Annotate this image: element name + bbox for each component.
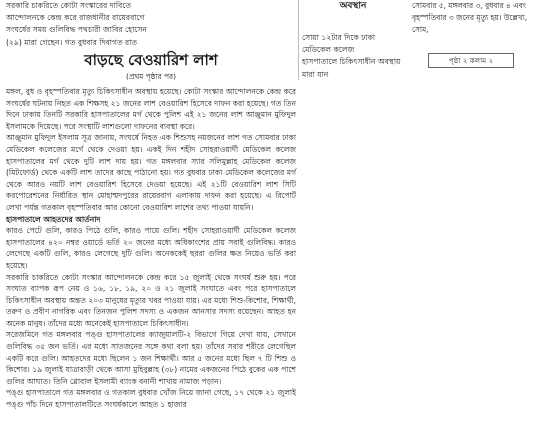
text-line: সংঘর্ষের সময় গুলিবিদ্ধ পথচারী জাবির হোসেন bbox=[6, 25, 147, 35]
paragraph: আঞ্জুমান মুফিদুল ইসলাম সূত্র জানায়, সংঘর্ষে নিহত এক শিশুসহ নয়জনের লাশ গত সোমবার ঢাকা মেডিকেল কলেজের মর্গে থেকে দেওয়া হয়। একই দিন শহীদ সোহরাওয়ার্দী মেডিকেল কলেজ হাসপাতালের মর্গ থেকে দুটি লাশ দায় হয়। গত মঙ্গলবার স্যার সলিমুল্লাহ মেডিকেল কলেজ (মিটফোর্ড) থেকে একটি লাশ তাদের কাছে পাঠানো হয়। গত বুধবার ঢাকা মেডিকেল কলেজের মর্গ থেকে আরও নয়টি লাশ বেওয়ারিশ হিসেবে দেওয়া হয়েছে। এই ২১টি বেওয়ারিশ লাশ সিটি করপোরেশনের নির্ধারিত স্থান মোহাম্মদপুরের রায়েরবাগ এলাকায় দাফন করা হয়েছে। এ রিপোর্ট লেখা পর্যন্ত গতকাল বৃহস্পতিবার আর কোনো বেওয়ারিশ লাশের তথ্য পাওয়া যায়নি। bbox=[6, 133, 296, 212]
middle-column-fragment bbox=[302, 0, 404, 81]
text-line: (২৯) মারা গেছেন। গত বুধবার দিবাগত রাত bbox=[6, 37, 138, 47]
column-divider bbox=[298, 0, 299, 80]
text-line: সরকারি চাকরিতে কোটা সংস্কারের দাবিতে bbox=[6, 1, 132, 10]
paragraph: সরকারি চাকরিতে কোটা সংস্কার আন্দোলনকে কেন্দ্র করে ১৫ জুলাই থেকে সংঘর্ষ শুরু হয়। পরে সংঘাত ব্যাপক রূপ নেয় ও ১৬, ১৮, ১৯, ২০ ও ২১ জুলাই সংঘাতে এবং পরে হাসপাতালে চিকিৎসাধীন অবস্থায় অন্তত ২০৩ মানুষের মৃত্যুর খবর পাওয়া যায়। এর মধ্যে শিশু-কিশোর, শিক্ষার্থী, তরুণ ও প্রবীণ নাগরিক এবং তিনজন পুলিশ সদস্য ও একজন আনসার সদস্য রয়েছেন। আহত হন অনেক মানুষ। তাঁদের মধ্যে অনেকেই হাসপাতালে চিকিৎসাধীন। bbox=[6, 272, 296, 328]
middle-column-heading: অবস্থান bbox=[339, 1, 367, 11]
article-body bbox=[6, 86, 296, 411]
article-headline: বাড়ছে বেওয়ারিশ লাশ bbox=[84, 51, 218, 69]
text-line: সোয়া ১২টার দিকে ঢাকা মেডিকেল কলেজ bbox=[302, 33, 376, 55]
paragraph: কারও পেটে গুলি, কারও পিঠে গুলি, কারও পায়ে গুলি। শহীদ সোহরাওয়ার্দী মেডিকেল কলেজ হাসপাতালের ৪২০ নম্বর ওয়ার্ডে ভর্তি ২০ জনের মধ্যে অধিকাংশের প্রায় সবাই গুলিবিদ্ধ। কারও লেগেছে একটি গুলি, কারও লেগেছে দুটি গুলি। অনেককেই ছররা গুলির ক্ষত নিয়েও ভর্তি করা হয়েছে। bbox=[6, 226, 296, 270]
text-line: বৃহস্পতিবার ৩ জনের মৃত্যু হয়। উল্লেখ্য, সোম, bbox=[412, 13, 528, 35]
continued-page-reference: পৃষ্ঠা ২ কলাম ২ bbox=[428, 53, 514, 68]
paragraph: মঙ্গল, বুধ ও বৃহস্পতিবার মৃত্যু চিকিৎসাধীন অবস্থায় হয়েছে। কোটা সংস্কার আন্দোলনকে কেন্দ্র করে সংঘর্ষের ঘটনায় নিহত এক শিক্ষসহ ২১ জনের লাশ বেওয়ারিশ হিসেবে দাফন করা হয়েছে। গত তিন দিনে ঢাকায় তিনটি সরকারি হাসপাতালের মর্গ থেকে পুলিশ এই ২১ জনের লাশ আঞ্জুমান মুফিদুল ইসলামকে দিয়েছে। পরে সংস্থাটি লাশগুলো দাফনের ব্যবস্থা করে। bbox=[6, 87, 296, 131]
paragraph: পঙ্গু হাসপাতালে গত মঙ্গলবার ও গতকাল বুধবার খোঁজ নিয়ে জানা গেছে, ১৭ থেকে ২১ জুলাই পঙ্গু পাঁচ দিনে হাসপাতালটিতে সংঘর্ষকালে আহত ১ হাজার bbox=[6, 388, 296, 410]
text-line: সোমবার ৫, মঙ্গলবার ৩, বুধবার ৪ এবং bbox=[412, 1, 526, 10]
continuation-note: (প্রথম পৃষ্ঠার পর) bbox=[126, 72, 176, 81]
section-subheading: হাসপাতালে আহতদের আর্তনাদ bbox=[6, 214, 101, 224]
text-line: হাসপাতালে চিকিৎসাধীন অবস্থায় মারা যান bbox=[302, 57, 401, 79]
right-column-fragment bbox=[412, 0, 538, 68]
prev-article-fragment bbox=[6, 0, 296, 49]
text-line: আন্দোলনকে কেন্দ্র করে রাজধানীর রায়েরবাগে bbox=[6, 13, 145, 23]
paragraph: সরেজমিনে গত মঙ্গলবার পঙ্গু হাসপাতালের ক্যাজুয়ালটি-২ বিভাগে গিয়ে দেখা যায়, সেখানে গুলিবিদ্ধ ৩৫ জন ভর্তি। এর মধ্যে সাতজনের সঙ্গে কথা বলা হয়। তাঁদের সবার শরীরে লেগেছিল একটি করে গুলি। আহতদের মধ্যে ছিলেন ১ জন শিক্ষার্থী। আর ৫ জনের মধ্যে ছিল ৭ টি শিশু ও কিশোর। ১৯ জুলাই যাত্রাবাড়ী থেকে আসা মুহিবুল্লাহ (৩৮) নামের একজনের পিঠে বুকের এক পাশে গুলির আঘাত। তিনি গ্লোবাল ইসলামী ব্যাংক বনানী শাখায় নামাজ পড়ান। bbox=[6, 330, 296, 386]
